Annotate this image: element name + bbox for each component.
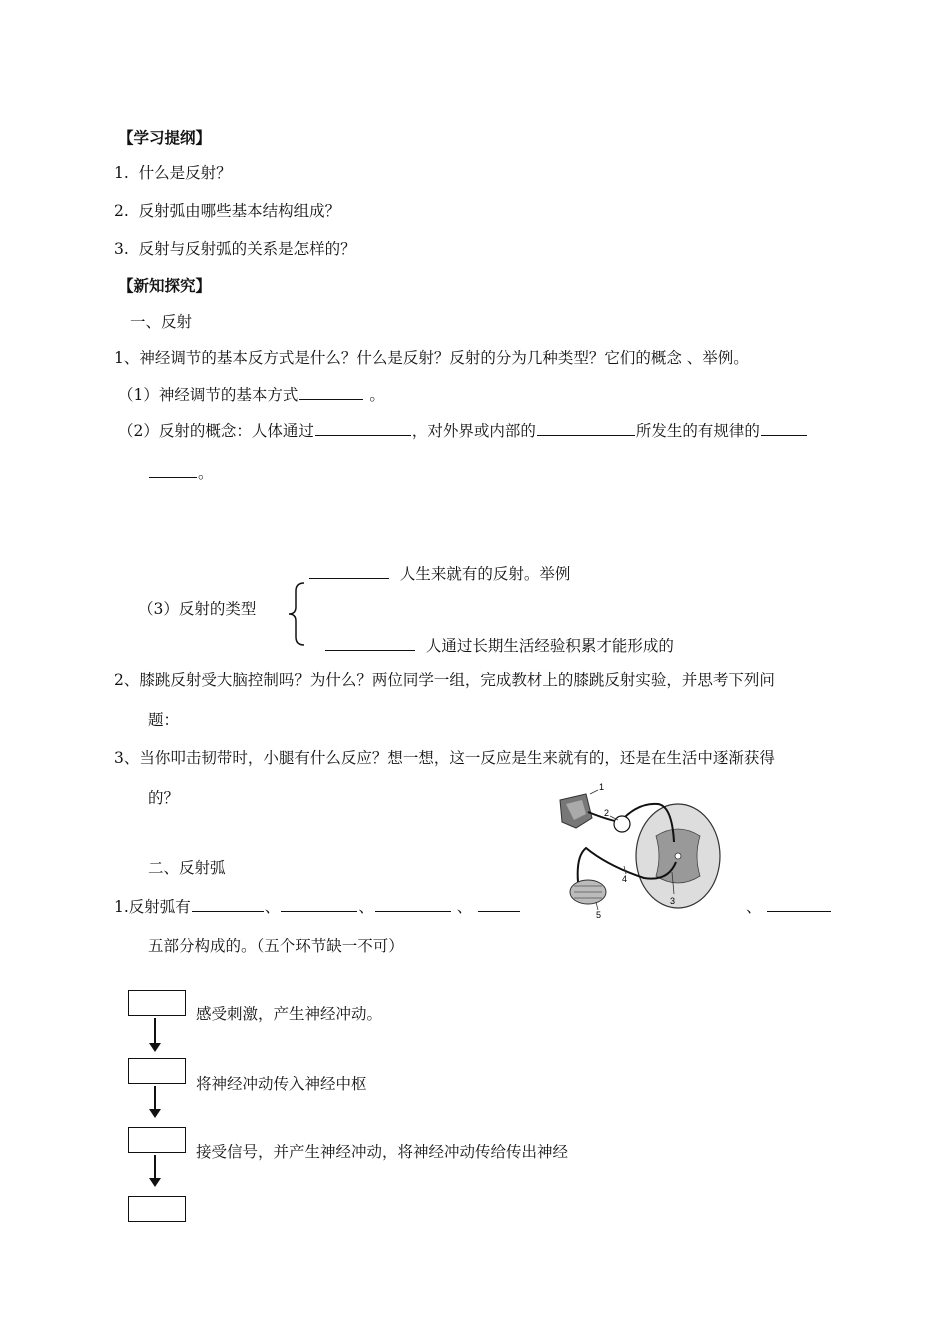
- answer-blank[interactable]: [309, 563, 389, 579]
- q1-1-suffix: 。: [369, 386, 385, 404]
- figure-label-1: 1: [599, 782, 605, 792]
- reflex-type-label: （3）反射的类型: [138, 600, 257, 618]
- arc-question-line1: [114, 896, 521, 917]
- flow-box-receptor[interactable]: [128, 990, 186, 1016]
- down-arrow-icon: [154, 1018, 156, 1044]
- q1-2-part-a: （2）反射的概念：人体通过: [118, 422, 314, 440]
- flow-box-center[interactable]: [128, 1127, 186, 1153]
- flow-desc-1: 感受刺激，产生神经冲动。: [196, 1005, 383, 1023]
- outline-item-3: [114, 239, 356, 259]
- answer-blank[interactable]: [767, 896, 831, 912]
- explore-heading: 【新知探究】: [118, 276, 212, 295]
- curly-brace-icon: [286, 581, 308, 647]
- answer-blank[interactable]: [149, 462, 197, 478]
- figure-label-5: 5: [596, 910, 602, 920]
- separator: 、: [358, 898, 374, 916]
- question-2-line2: 题：: [148, 711, 180, 729]
- question-1-1: [118, 384, 385, 405]
- figure-label-2: 2: [604, 808, 610, 818]
- reflex-type-innate: [308, 563, 570, 584]
- answer-blank[interactable]: [192, 896, 264, 912]
- flow-box-efferent[interactable]: [128, 1196, 186, 1222]
- outline-text: 反射与反射弧的关系是怎样的？: [138, 240, 356, 258]
- question-3-line1: 3、当你叩击韧带时，小腿有什么反应？想一想，这一反应是生来就有的，还是在生活中逐渐获得: [114, 749, 775, 767]
- answer-blank[interactable]: [281, 896, 357, 912]
- outline-num: 3.: [114, 240, 129, 258]
- reflex-type-innate-text: 人生来就有的反射。举例: [399, 565, 571, 583]
- answer-blank[interactable]: [478, 896, 520, 912]
- answer-blank[interactable]: [375, 896, 451, 912]
- question-2-line1: 2、膝跳反射受大脑控制吗？为什么？两位同学一组，完成教材上的膝跳反射实验，并思考下列问: [114, 671, 775, 689]
- reflex-type-learned-text: 人通过长期生活经验积累才能形成的: [425, 637, 674, 655]
- answer-blank[interactable]: [299, 384, 363, 400]
- down-arrow-icon: [154, 1086, 156, 1110]
- figure-label-3: 3: [670, 896, 676, 906]
- reflex-type-learned: [324, 635, 674, 656]
- section-reflex-title: 一、反射: [130, 313, 193, 331]
- down-arrow-icon: [154, 1155, 156, 1179]
- answer-blank[interactable]: [761, 420, 807, 436]
- q1-2-part-c: 所发生的有规律的: [635, 422, 760, 440]
- section-reflex-arc-title: 二、反射弧: [148, 859, 226, 877]
- outline-item-2: [114, 201, 340, 221]
- q1-2-part-b: ，对外界或内部的: [411, 422, 536, 440]
- question-3-line2: 的？: [148, 789, 180, 807]
- separator: 、: [746, 898, 762, 916]
- outline-num: 2.: [114, 202, 129, 220]
- q1-1-label: （1）神经调节的基本方式: [118, 386, 299, 404]
- arc-prefix: 1.反射弧有: [114, 898, 191, 916]
- outline-text: 反射弧由哪些基本结构组成？: [138, 202, 341, 220]
- flow-box-afferent[interactable]: [128, 1058, 186, 1084]
- question-1: 1、神经调节的基本反方式是什么？什么是反射？反射的分为几种类型？它们的概念 、举例。: [114, 349, 749, 367]
- question-1-2-cont: [148, 462, 214, 483]
- arc-question-line1-end: [746, 896, 832, 917]
- figure-label-4: 4: [622, 874, 628, 884]
- answer-blank[interactable]: [315, 420, 411, 436]
- reflex-arc-diagram: [548, 782, 728, 920]
- arc-question-line2: 五部分构成的。（五个环节缺一不可）: [148, 937, 404, 955]
- separator: 、: [456, 898, 473, 916]
- outline-text: 什么是反射？: [138, 164, 232, 182]
- flow-desc-2: 将神经冲动传入神经中枢: [196, 1075, 367, 1093]
- outline-num: 1.: [114, 164, 129, 182]
- answer-blank[interactable]: [537, 420, 635, 436]
- q1-2-end: 。: [198, 464, 214, 482]
- answer-blank[interactable]: [325, 635, 415, 651]
- outline-heading: 【学习提纲】: [118, 128, 212, 147]
- outline-item-1: [114, 163, 232, 183]
- separator: 、: [264, 898, 281, 916]
- flow-desc-3: 接受信号，并产生神经冲动，将神经冲动传给传出神经: [196, 1143, 569, 1161]
- question-1-2: [118, 420, 808, 441]
